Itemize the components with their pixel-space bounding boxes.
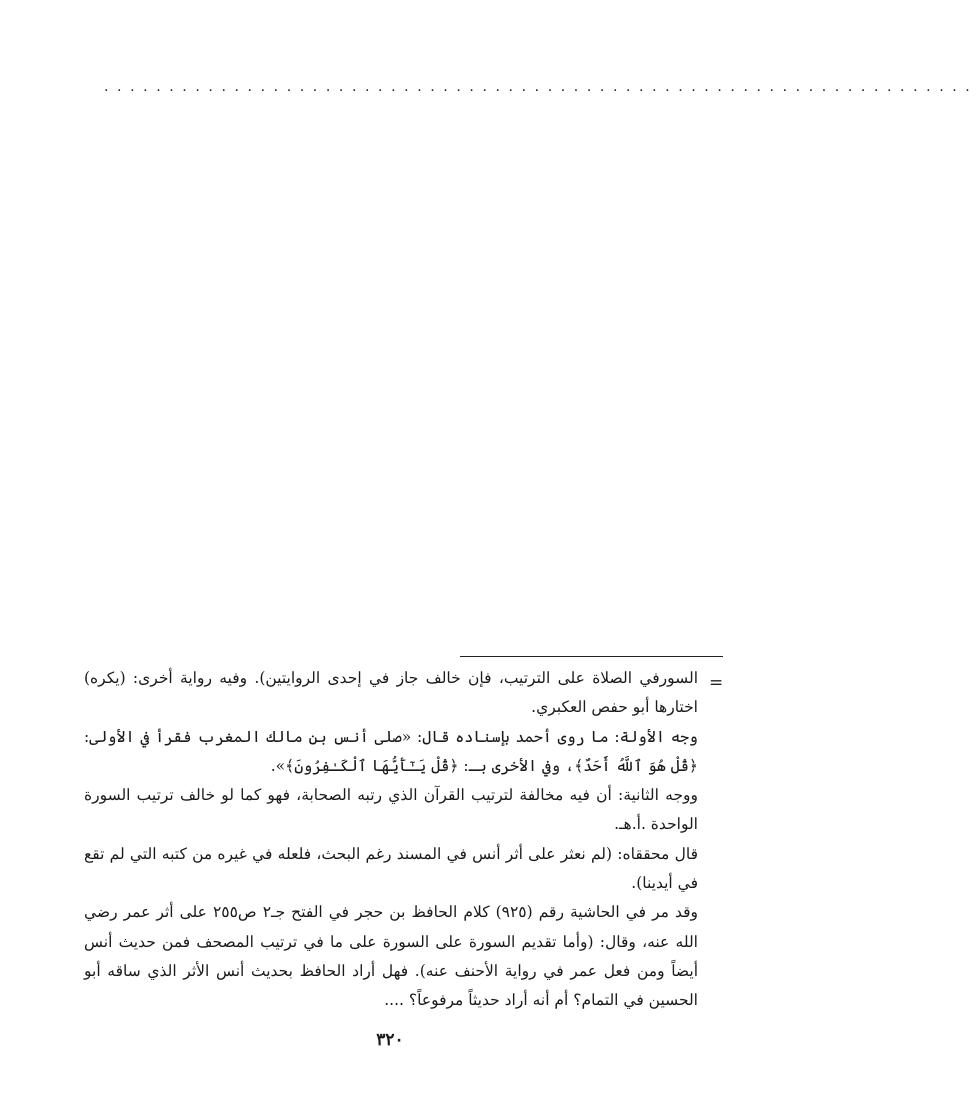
page-number: ٣٢٠	[376, 1030, 404, 1050]
footnote-separator	[460, 656, 723, 657]
footnotes-block	[84, 664, 698, 1016]
footnote-paragraph-1: السورفي الصلاة على الترتيب، فإن خالف جاز في إحدى الروايتين). وفيه رواية أخرى: (يكره) اختارها أبو حفص العكبري.	[84, 669, 698, 717]
continuation-mark: =	[709, 673, 724, 693]
footnote-paragraph-2: وجه الأولة: ما روى أحمد بإسناده قال: «صلى أنس بن مالك المغرب فقرأ في الأولى: ﴿قُلْ هُوَ ٱللَّهُ أَحَدٌ﴾، وفي الأخرى بـ: ﴿قُلْ يَـٰٓأَيُّهَا ٱلْكَـٰفِرُونَ﴾».	[84, 727, 698, 775]
footnote-paragraph-3: ووجه الثانية: أن فيه مخالفة لترتيب القرآن الذي رتبه الصحابة، فهو كما لو خالف ترتيب السورة الواحدة .أ.هـ.	[84, 786, 698, 834]
footnote-paragraph-4: قال محققاه: (لم نعثر على أثر أنس في المسند رغم البحث، فلعله في غيره من كتبه التي لم تقع في أيدينا).	[84, 844, 698, 893]
dotted-separator: ...................................................................	[104, 79, 978, 95]
footnote-paragraph-5: وقد مر في الحاشية رقم (٩٢٥) كلام الحافظ بن حجر في الفتح جـ٢ ص٢٥٥ على أثر عمر رضي الله عنه، وقال: (وأما تقديم السورة على السورة على ما في ترتيب المصحف فمن حديث أنس أيضاً ومن فعل عمر في رواية الأحنف عنه). فهل أراد الحافظ بحديث أنس الأثر الذي ساقه أبو الحسين في التمام؟ أم أنه أراد حديثاً مرفوعاً؟ ....	[84, 903, 698, 1010]
